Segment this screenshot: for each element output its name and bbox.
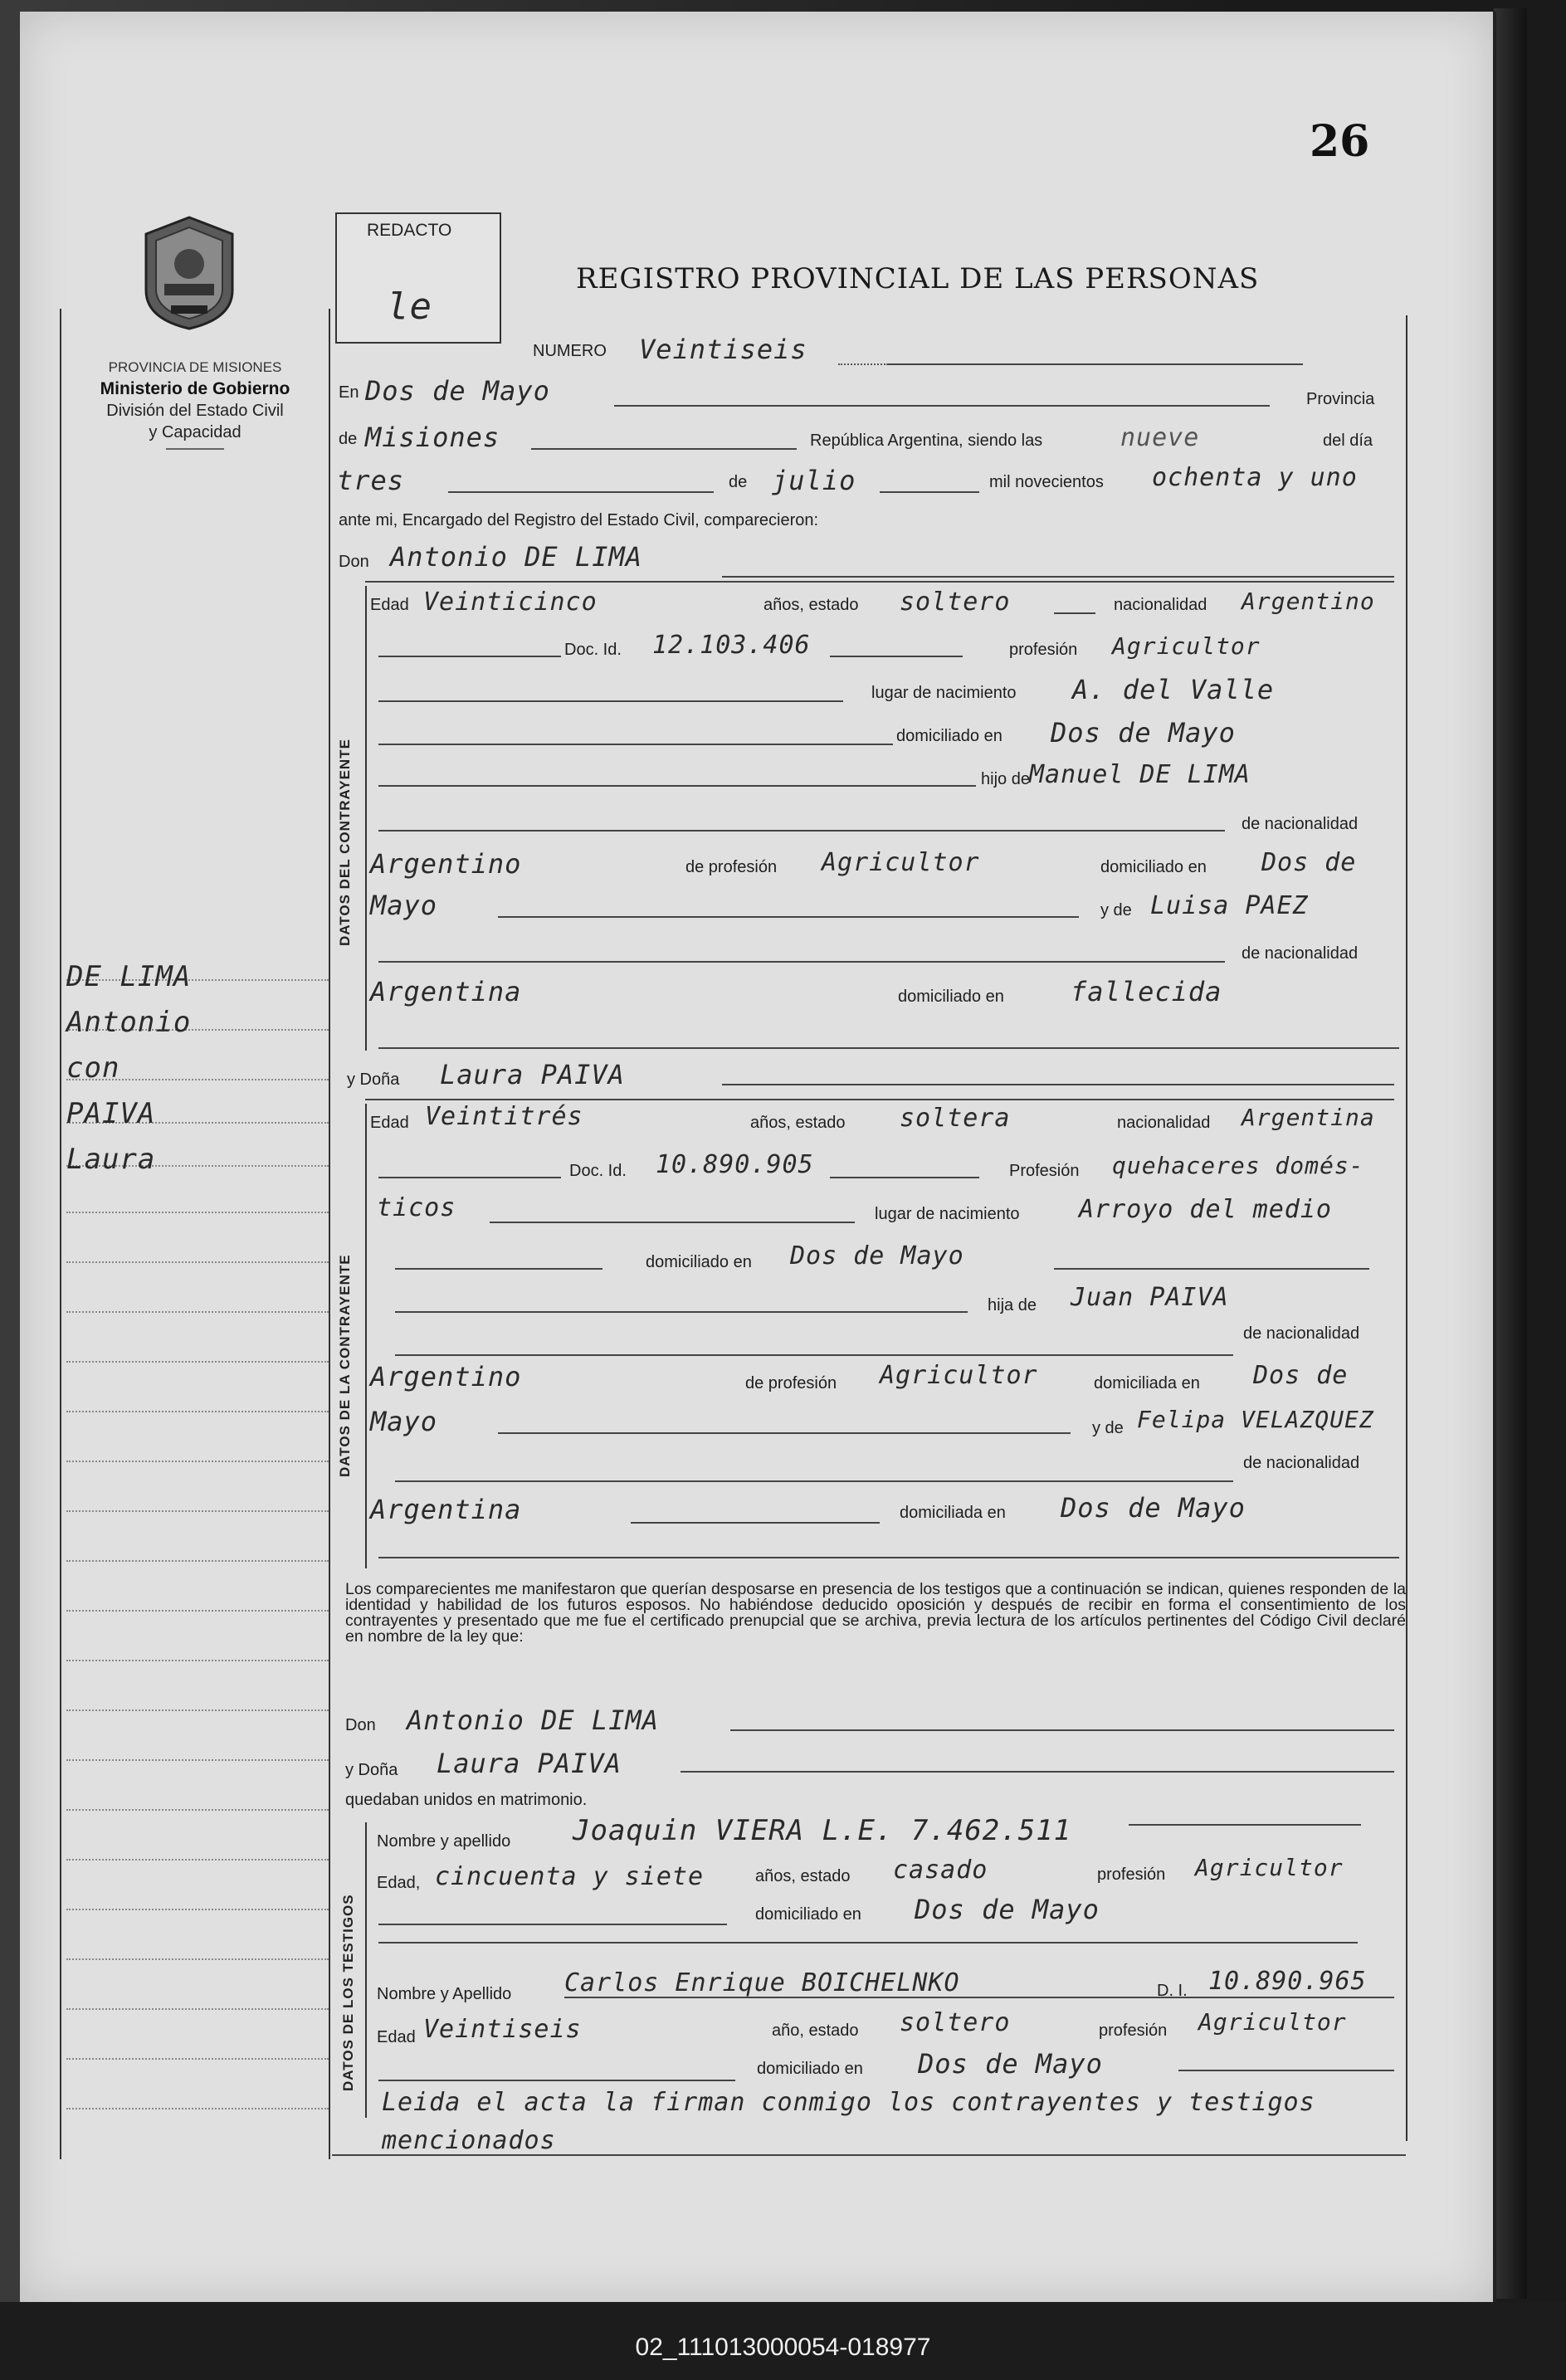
bride-hija-label: hija de [988, 1296, 1037, 1314]
w1-nombre-label: Nombre y apellido [377, 1832, 511, 1851]
page-number: 26 [1310, 116, 1370, 167]
redacto-value: le [387, 285, 432, 328]
bride-edad: Veintitrés [425, 1102, 583, 1131]
groom-estado: soltero [900, 588, 1011, 617]
bride-padre-nac: Argentino [370, 1361, 522, 1392]
en-label: En [339, 383, 359, 402]
witness-section-label: DATOS DE LOS TESTIGOS [340, 1894, 356, 2091]
groom-padre-dom: Dos de [1261, 848, 1357, 877]
bride-madre-nac-label: de nacionalidad [1243, 1454, 1360, 1472]
witness-bracket [365, 1822, 367, 2118]
groom-y-de-label: y de [1100, 901, 1132, 919]
groom-padre-nac-label: de nacionalidad [1242, 815, 1359, 833]
groom-padre-prof: Agricultor [822, 848, 980, 877]
margin-note-line: PAIVA [66, 1097, 156, 1130]
w1-dom-label: domiciliado en [755, 1905, 861, 1924]
w2-domicilio: Dos de Mayo [918, 2048, 1103, 2080]
w1-estado: casado [893, 1856, 988, 1885]
bride-profesion-2: ticos [377, 1193, 456, 1222]
bride-nac-label: nacionalidad [1117, 1114, 1211, 1132]
bride-padre-dom-label: domiciliada en [1094, 1374, 1200, 1392]
w2-profesion-label: profesión [1099, 2022, 1168, 2040]
decl-don: Antonio DE LIMA [407, 1705, 659, 1736]
groom-padre-prof-label: de profesión [685, 858, 778, 876]
division-label: División del Estado Civil [106, 402, 284, 420]
right-form-line [1406, 315, 1407, 2141]
bride-estado: soltera [900, 1104, 1011, 1133]
document-title: REGISTRO PROVINCIAL DE LAS PERSONAS [576, 262, 1260, 295]
bride-dom-label: domiciliado en [646, 1253, 752, 1271]
groom-profesion: Agricultor [1112, 632, 1261, 660]
w1-edad-label: Edad, [377, 1874, 421, 1892]
bride-profesion: quehaceres domés- [1112, 1152, 1364, 1179]
w2-dom-label: domiciliado en [757, 2060, 863, 2078]
bride-madre: Felipa VELAZQUEZ [1137, 1406, 1374, 1433]
provincia-label: Provincia [1306, 390, 1375, 408]
groom-hijo-label: hijo de [981, 770, 1030, 788]
bride-madre-dom-label: domiciliada en [900, 1504, 1006, 1522]
groom-edad-label: Edad [370, 596, 409, 614]
bride-edad-label: Edad [370, 1114, 409, 1132]
anio-value: ochenta y uno [1152, 463, 1358, 492]
w2-doc: 10.890.965 [1208, 1967, 1367, 1996]
groom-madre-dom-label: domiciliado en [898, 988, 1004, 1006]
footer-id: 02_111013000054-018977 [635, 2334, 931, 2361]
bride-lugar: Arroyo del medio [1079, 1195, 1332, 1224]
groom-lugar: A. del Valle [1072, 674, 1275, 705]
decl-dona-label: y Doña [345, 1761, 398, 1779]
groom-madre-dom: fallecida [1071, 976, 1222, 1007]
province-label: PROVINCIA DE MISIONES [108, 359, 282, 375]
margin-note-line: DE LIMA [66, 960, 192, 993]
bride-lugar-label: lugar de nacimiento [875, 1205, 1020, 1223]
bride-name: Laura PAIVA [440, 1059, 625, 1090]
de-mes-label: de [729, 473, 748, 491]
groom-lugar-label: lugar de nacimiento [871, 684, 1017, 702]
republica-label: República Argentina, siendo las [810, 432, 1043, 450]
dia-value: tres [337, 465, 405, 496]
bride-nacionalidad: Argentina [1242, 1104, 1375, 1131]
bride-padre: Juan PAIVA [1071, 1283, 1229, 1312]
left-margin-line [60, 309, 61, 2159]
don-label: Don [339, 553, 369, 571]
del-dia-label: del día [1323, 432, 1373, 450]
bride-padre-nac-label: de nacionalidad [1243, 1324, 1360, 1343]
dona-label: y Doña [347, 1071, 400, 1089]
bride-bracket [365, 1104, 367, 1568]
groom-padre: Manuel DE LIMA [1029, 760, 1251, 789]
bride-doc: 10.890.905 [656, 1150, 814, 1179]
groom-dom-label: domiciliado en [896, 727, 1003, 745]
groom-section-label: DATOS DEL CONTRAYENTE [337, 739, 353, 946]
margin-note-line: Laura [66, 1143, 156, 1176]
bride-madre-nac: Argentina [370, 1494, 522, 1525]
groom-bracket [365, 586, 367, 1051]
bride-doc-label: Doc. Id. [569, 1162, 627, 1180]
ante-label: ante mi, Encargado del Registro del Estado Civil, comparecieron: [339, 511, 819, 529]
mes-value: julio [772, 465, 856, 496]
hora-value: nueve [1120, 423, 1200, 452]
bride-padre-prof-label: de profesión [745, 1374, 837, 1392]
w1-domicilio: Dos de Mayo [915, 1894, 1100, 1925]
w2-edad-label: Edad [377, 2028, 416, 2046]
groom-padre-nac: Argentino [370, 848, 522, 880]
w2-nombre: Carlos Enrique BOICHELNKO [564, 1968, 960, 1997]
divider [166, 448, 224, 450]
groom-profesion-label: profesión [1009, 641, 1078, 659]
numero-value: Veintiseis [639, 334, 807, 365]
bride-y-de-label: y de [1092, 1419, 1124, 1437]
groom-madre-nac-label: de nacionalidad [1242, 944, 1359, 963]
redacto-box [335, 212, 501, 344]
numero-label: NUMERO [533, 342, 607, 360]
w1-edad: cincuenta y siete [435, 1862, 705, 1891]
w2-estado-label: año, estado [772, 2022, 859, 2040]
division-label-2: y Capacidad [149, 423, 241, 441]
bride-padre-dom: Dos de [1253, 1361, 1349, 1390]
declaration-text: Los comparecientes me manifestaron que querían desposarse en presencia de los testigos que a continuación se indican, quienes responden de la identidad y habilidad de los futuros esposos. No habiéndose deducido oposición y después de recibir en forma el consentimiento de los contrayentes y presentado que me fue el certificado prenupcial que se archiva, previa lectura de los artículos pertinentes del Código Civil declaré en nombre de la ley que: [345, 1580, 1406, 1646]
bride-anos-label: años, estado [750, 1114, 846, 1132]
bride-domicilio: Dos de Mayo [790, 1241, 964, 1270]
margin-note-line: con [66, 1051, 120, 1085]
novecientos-label: mil novecientos [989, 473, 1104, 491]
groom-edad: Veinticinco [423, 588, 598, 617]
w1-profesion: Agricultor [1195, 1854, 1344, 1881]
groom-madre: Luisa PAEZ [1150, 891, 1309, 920]
w2-edad: Veintiseis [423, 2015, 582, 2044]
bride-madre-dom: Dos de Mayo [1061, 1492, 1246, 1524]
groom-padre-dom-2: Mayo [370, 890, 438, 921]
margin-note [66, 954, 191, 1183]
groom-domicilio: Dos de Mayo [1051, 717, 1236, 749]
closing-line-1: Leida el acta la firman conmigo los contrayentes y testigos [382, 2088, 1315, 2117]
groom-nacionalidad: Argentino [1242, 588, 1375, 615]
groom-nac-label: nacionalidad [1114, 596, 1207, 614]
redacto-label: REDACTO [367, 221, 452, 240]
w2-profesion: Agricultor [1198, 2008, 1347, 2036]
province-seal-icon [139, 214, 239, 332]
groom-madre-nac: Argentina [370, 976, 522, 1007]
w1-estado-label: años, estado [755, 1867, 851, 1885]
ministry-label: Ministerio de Gobierno [100, 379, 290, 398]
bride-padre-dom-2: Mayo [370, 1406, 438, 1437]
groom-name: Antonio DE LIMA [390, 541, 642, 573]
w1-profesion-label: profesión [1097, 1865, 1166, 1884]
w1-nombre: Joaquin VIERA L.E. 7.462.511 [573, 1814, 1072, 1847]
margin-note-line: Antonio [66, 1006, 192, 1039]
de-label: de [339, 430, 358, 448]
w2-nombre-label: Nombre y Apellido [377, 1985, 512, 2003]
bride-section-label: DATOS DE LA CONTRAYENTE [337, 1254, 353, 1477]
closing-line-2: mencionados [382, 2126, 556, 2155]
groom-doc: 12.103.406 [652, 631, 811, 660]
de-provincia-value: Misiones [365, 422, 500, 453]
w2-estado: soltero [900, 2008, 1011, 2037]
en-value: Dos de Mayo [365, 375, 550, 407]
unidos-label: quedaban unidos en matrimonio. [345, 1791, 588, 1809]
decl-dona: Laura PAIVA [437, 1748, 622, 1779]
bride-profesion-label: Profesión [1009, 1162, 1080, 1180]
w2-doc-label: D. I. [1157, 1982, 1188, 2000]
left-form-line [329, 309, 330, 2159]
groom-doc-label: Doc. Id. [564, 641, 622, 659]
book-edge [1494, 8, 1527, 2299]
bride-padre-prof: Agricultor [880, 1361, 1038, 1390]
groom-anos-label: años, estado [763, 596, 859, 614]
groom-padre-dom-label: domiciliado en [1100, 858, 1207, 876]
decl-don-label: Don [345, 1716, 376, 1734]
